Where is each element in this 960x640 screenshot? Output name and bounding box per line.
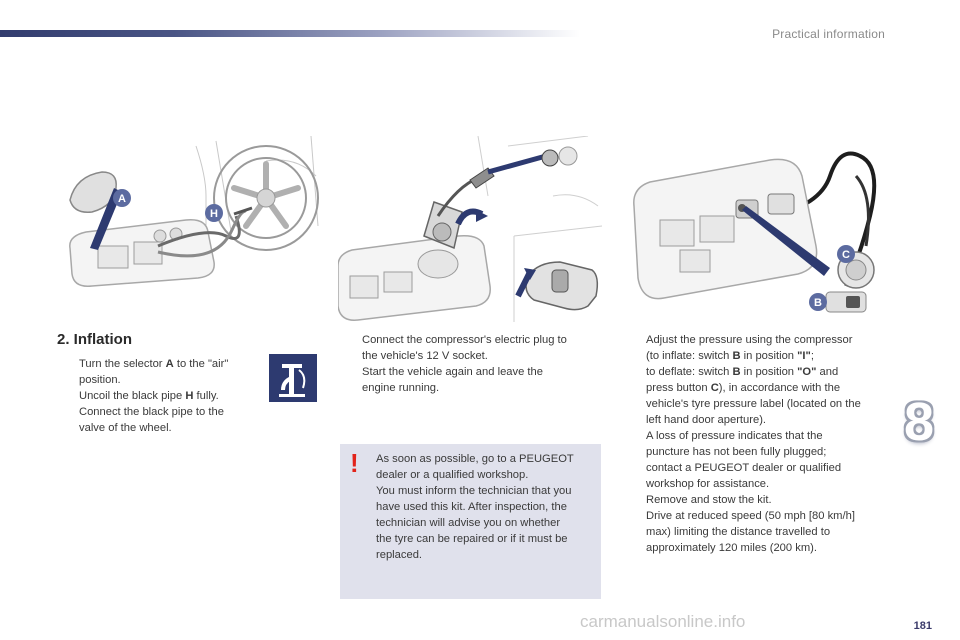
section-heading-inflation: 2. Inflation [57,331,132,348]
list-item: Uncoil the black pipe H fully. [79,390,219,402]
list-item: Start the vehicle again and leave the engine running. [362,366,543,394]
illustration-12v-socket [338,136,602,322]
watermark: carmanualsonline.info [580,612,746,631]
illustration-compressor-wheel [56,136,320,322]
list-item: Connect the black pipe to the valve of the wheel. [79,406,224,434]
callout-c-label: C [842,249,850,261]
callout-h-label: H [210,208,218,220]
callout-a-label: A [118,193,126,205]
list-item: Connect the compressor's electric plug to the vehicle's 12 V socket. [362,334,567,362]
section-title: Practical information [772,27,885,41]
list-item: Adjust the pressure using the compressor (to inflate: switch B in position "I"; to deflate: switch B in position "O" and press button C), in accordance with the vehicle's tyre pressure label (located on the left hand door aperture). A loss of pressure indicates that the puncture has not been fully plugged; contact a PEUGEOT dealer or qualified workshop for assistance. [646,334,861,490]
col3-step-list [624,332,890,556]
page-number: 181 [913,620,932,632]
list-item: Turn the selector A to the "air" position. [79,358,229,386]
illustration-switch-b-button-c [620,136,886,322]
col2-step-list [340,332,600,396]
header-gradient-bar [0,30,580,37]
tyre-repair-kit-icon [269,354,317,402]
chapter-number: 8 [904,392,935,452]
warning-icon: ! [350,448,359,478]
list-item: Drive at reduced speed (50 mph [80 km/h] max) limiting the distance travelled to approximately 120 miles (200 km). [646,510,855,554]
col1-step-list [57,356,257,436]
callout-b-label: B [814,297,822,309]
warning-text: As soon as possible, go to a PEUGEOT dealer or a qualified workshop. You must inform the technician that you have used this kit. After inspection, the technician will advise you on whether the tyre can be repaired or if it must be replaced. [376,453,574,561]
list-item: Remove and stow the kit. [646,494,772,506]
